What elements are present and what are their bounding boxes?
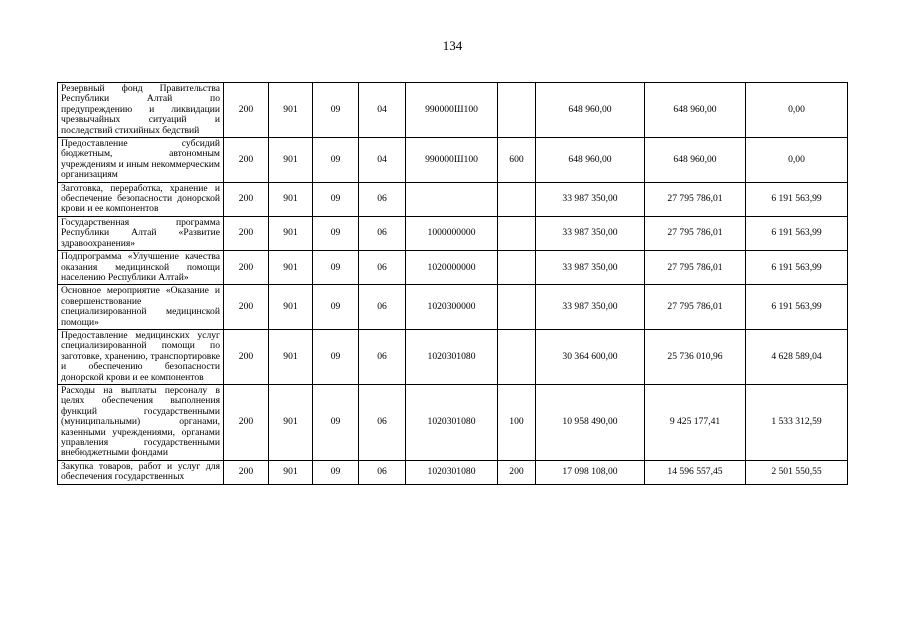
code-pr-cell: 06 — [359, 384, 406, 460]
remainder-amount-cell: 1 533 312,59 — [746, 384, 848, 460]
table-row — [58, 329, 848, 384]
planned-amount-cell: 33 987 350,00 — [536, 216, 645, 250]
remainder-amount-cell: 2 501 550,55 — [746, 460, 848, 484]
row-name-cell: Предоставление субсидий бюджетным, автономным учреждениям и иным некоммерческим организациям — [58, 138, 224, 183]
code-ved-cell: 901 — [269, 251, 313, 285]
code-csr-cell: 1020301080 — [406, 384, 498, 460]
code-pr-cell: 04 — [359, 138, 406, 183]
code-vr-cell — [498, 216, 536, 250]
planned-amount-cell: 33 987 350,00 — [536, 182, 645, 216]
code-gr-cell: 200 — [224, 460, 269, 484]
remainder-amount-cell: 6 191 563,99 — [746, 285, 848, 330]
executed-amount-cell: 25 736 010,96 — [645, 329, 746, 384]
remainder-amount-cell: 6 191 563,99 — [746, 182, 848, 216]
table-row — [58, 460, 848, 484]
code-pr-cell: 06 — [359, 285, 406, 330]
code-pr-cell: 06 — [359, 329, 406, 384]
code-csr-cell: 1020301080 — [406, 460, 498, 484]
planned-amount-cell: 33 987 350,00 — [536, 251, 645, 285]
planned-amount-cell: 33 987 350,00 — [536, 285, 645, 330]
code-csr-cell — [406, 182, 498, 216]
table-row — [58, 251, 848, 285]
executed-amount-cell: 9 425 177,41 — [645, 384, 746, 460]
code-vr-cell — [498, 285, 536, 330]
code-ved-cell: 901 — [269, 83, 313, 138]
planned-amount-cell: 648 960,00 — [536, 83, 645, 138]
code-gr-cell: 200 — [224, 138, 269, 183]
code-ved-cell: 901 — [269, 329, 313, 384]
code-ved-cell: 901 — [269, 460, 313, 484]
planned-amount-cell: 10 958 490,00 — [536, 384, 645, 460]
code-vr-cell: 200 — [498, 460, 536, 484]
code-pr-cell: 04 — [359, 83, 406, 138]
remainder-amount-cell: 0,00 — [746, 83, 848, 138]
planned-amount-cell: 30 364 600,00 — [536, 329, 645, 384]
code-pr-cell: 06 — [359, 182, 406, 216]
code-rz-cell: 09 — [313, 285, 359, 330]
remainder-amount-cell: 4 628 589,04 — [746, 329, 848, 384]
code-pr-cell: 06 — [359, 460, 406, 484]
executed-amount-cell: 14 596 557,45 — [645, 460, 746, 484]
code-csr-cell: 990000Ш100 — [406, 138, 498, 183]
code-vr-cell: 600 — [498, 138, 536, 183]
code-vr-cell — [498, 182, 536, 216]
code-rz-cell: 09 — [313, 460, 359, 484]
table-row — [58, 83, 848, 138]
remainder-amount-cell: 6 191 563,99 — [746, 251, 848, 285]
planned-amount-cell: 17 098 108,00 — [536, 460, 645, 484]
code-rz-cell: 09 — [313, 384, 359, 460]
code-csr-cell: 990000Ш100 — [406, 83, 498, 138]
code-ved-cell: 901 — [269, 182, 313, 216]
executed-amount-cell: 27 795 786,01 — [645, 251, 746, 285]
code-vr-cell — [498, 329, 536, 384]
page-number: 134 — [442, 38, 463, 53]
row-name-cell: Подпрограмма «Улучшение качества оказания медицинской помощи населению Республики Алтай» — [58, 251, 224, 285]
table-row — [58, 384, 848, 460]
code-rz-cell: 09 — [313, 329, 359, 384]
executed-amount-cell: 27 795 786,01 — [645, 216, 746, 250]
table-row — [58, 216, 848, 250]
code-pr-cell: 06 — [359, 216, 406, 250]
code-rz-cell: 09 — [313, 182, 359, 216]
row-name-cell: Заготовка, переработка, хранение и обеспечение безопасности донорской крови и ее компонентов — [58, 182, 224, 216]
remainder-amount-cell: 6 191 563,99 — [746, 216, 848, 250]
code-csr-cell: 1020300000 — [406, 285, 498, 330]
code-gr-cell: 200 — [224, 329, 269, 384]
code-rz-cell: 09 — [313, 83, 359, 138]
row-name-cell: Предоставление медицинских услуг специализированной помощи по заготовке, хранению, транспортировке и обеспечению безопасности донорской крови и ее компонентов — [58, 329, 224, 384]
planned-amount-cell: 648 960,00 — [536, 138, 645, 183]
code-rz-cell: 09 — [313, 138, 359, 183]
code-pr-cell: 06 — [359, 251, 406, 285]
budget-table — [57, 82, 848, 485]
row-name-cell: Закупка товаров, работ и услуг для обеспечения государственных — [58, 460, 224, 484]
code-rz-cell: 09 — [313, 216, 359, 250]
executed-amount-cell: 27 795 786,01 — [645, 182, 746, 216]
table-row — [58, 182, 848, 216]
code-ved-cell: 901 — [269, 216, 313, 250]
executed-amount-cell: 648 960,00 — [645, 83, 746, 138]
code-ved-cell: 901 — [269, 138, 313, 183]
row-name-cell: Резервный фонд Правительства Республики Алтай по предупреждению и ликвидации чрезвычайных ситуаций и последствий стихийных бедствий — [58, 83, 224, 138]
remainder-amount-cell: 0,00 — [746, 138, 848, 183]
code-gr-cell: 200 — [224, 216, 269, 250]
code-gr-cell: 200 — [224, 251, 269, 285]
code-rz-cell: 09 — [313, 251, 359, 285]
row-name-cell: Государственная программа Республики Алтай «Развитие здравоохранения» — [58, 216, 224, 250]
code-csr-cell: 1020301080 — [406, 329, 498, 384]
executed-amount-cell: 27 795 786,01 — [645, 285, 746, 330]
code-ved-cell: 901 — [269, 285, 313, 330]
code-gr-cell: 200 — [224, 83, 269, 138]
executed-amount-cell: 648 960,00 — [645, 138, 746, 183]
code-csr-cell: 1020000000 — [406, 251, 498, 285]
code-gr-cell: 200 — [224, 384, 269, 460]
code-gr-cell: 200 — [224, 285, 269, 330]
table-row — [58, 138, 848, 183]
row-name-cell: Основное мероприятие «Оказание и совершенствование специализированной медицинской помощи» — [58, 285, 224, 330]
code-vr-cell — [498, 251, 536, 285]
code-vr-cell: 100 — [498, 384, 536, 460]
code-csr-cell: 1000000000 — [406, 216, 498, 250]
code-gr-cell: 200 — [224, 182, 269, 216]
row-name-cell: Расходы на выплаты персоналу в целях обеспечения выполнения функций государственными (муниципальными) органами, казенными учреждениями, органами управления государственными внебюджетными фондами — [58, 384, 224, 460]
table-row — [58, 285, 848, 330]
code-ved-cell: 901 — [269, 384, 313, 460]
code-vr-cell — [498, 83, 536, 138]
